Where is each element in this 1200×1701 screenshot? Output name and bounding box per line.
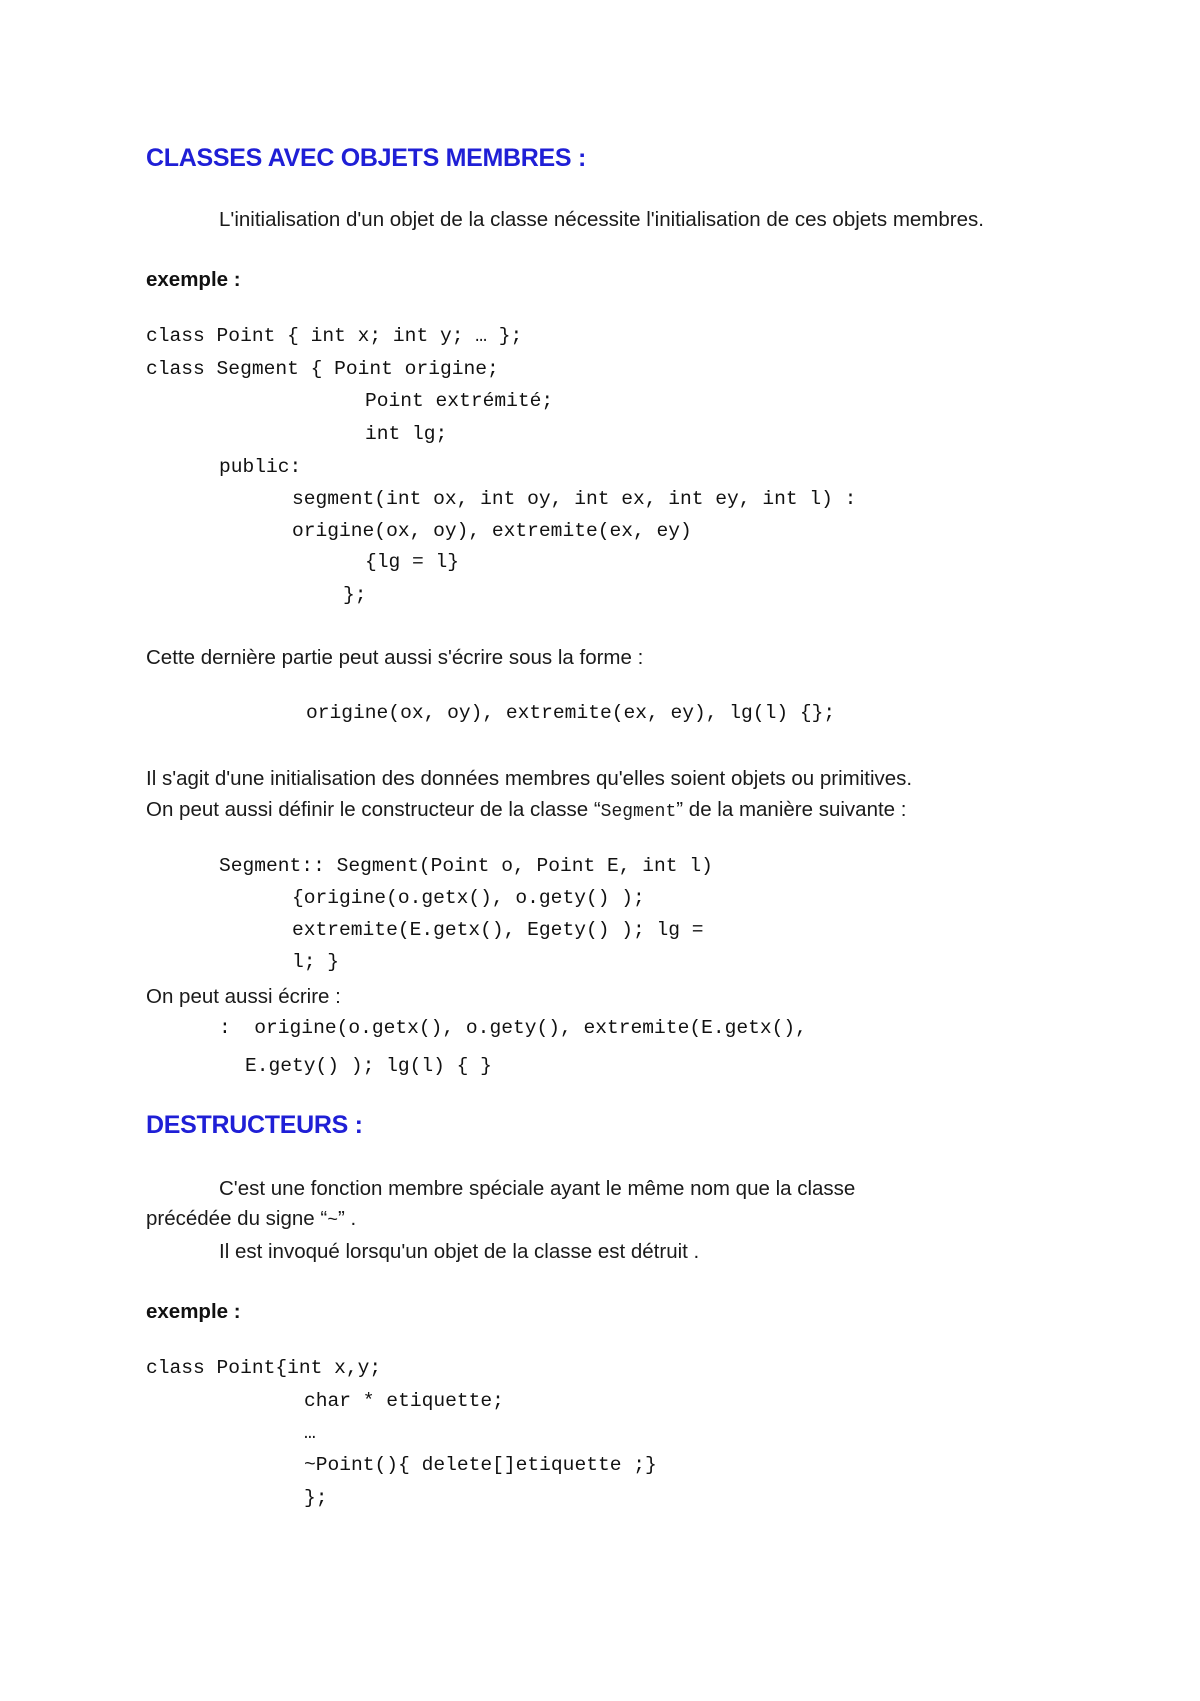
code-line: public: bbox=[219, 456, 302, 478]
code-line: }; bbox=[343, 584, 367, 606]
code-line: extremite(E.getx(), Egety() ); lg = bbox=[292, 919, 704, 941]
destructor-desc-line3: Il est invoqué lorsqu'un objet de la classe est détruit . bbox=[219, 1240, 700, 1263]
code-line-initializer-list: origine(ox, oy), extremite(ex, ey), lg(l) {}; bbox=[306, 702, 836, 724]
ctor-text-a: On peut aussi définir le constructeur de la classe “ bbox=[146, 798, 601, 821]
desc-line2-a: précédée du signe “ bbox=[146, 1207, 328, 1230]
code-line: {origine(o.getx(), o.gety() ); bbox=[292, 887, 645, 909]
tilde-symbol: ~ bbox=[327, 1211, 339, 1231]
code-line: Segment:: Segment(Point o, Point E, int l) bbox=[219, 855, 713, 877]
code-line: E.gety() ); lg(l) { } bbox=[245, 1055, 492, 1077]
code-line: char * etiquette; bbox=[304, 1390, 504, 1412]
code-line: ~Point(){ delete[]etiquette ;} bbox=[304, 1454, 657, 1476]
ctor-text-b: ” de la manière suivante : bbox=[676, 798, 907, 821]
code-line: class Segment { Point origine; bbox=[146, 358, 499, 380]
code-line: class Point{int x,y; bbox=[146, 1357, 382, 1379]
example-label: exemple : bbox=[146, 268, 241, 291]
code-line: origine(ox, oy), extremite(ex, ey) bbox=[292, 520, 692, 542]
ctor-class-name: Segment bbox=[600, 802, 677, 822]
init-paragraph: Il s'agit d'une initialisation des données membres qu'elles soient objets ou primitives. bbox=[146, 767, 913, 790]
section-title-destructeurs: DESTRUCTEURS : bbox=[146, 1111, 363, 1139]
ctor-paragraph bbox=[146, 800, 906, 821]
code-line: l; } bbox=[292, 951, 340, 973]
desc-line2-b: ” . bbox=[338, 1207, 357, 1230]
destructor-desc-line2 bbox=[146, 1209, 356, 1230]
destructor-desc-line1: C'est une fonction membre spéciale ayant le même nom que la classe bbox=[219, 1177, 856, 1200]
code-line: : origine(o.getx(), o.gety(), extremite(E.getx(), bbox=[219, 1017, 807, 1039]
intro-paragraph: L'initialisation d'un objet de la classe nécessite l'initialisation de ces objets membres. bbox=[219, 208, 984, 231]
code-line: Point extrémité; bbox=[365, 390, 554, 412]
code-line: class Point { int x; int y; … }; bbox=[146, 325, 523, 347]
code-line: }; bbox=[304, 1487, 328, 1509]
code-line: segment(int ox, int oy, int ex, int ey, int l) : bbox=[292, 488, 857, 510]
section-title-classes-objets-membres: CLASSES AVEC OBJETS MEMBRES : bbox=[146, 144, 586, 172]
example-label-2: exemple : bbox=[146, 1300, 241, 1323]
also-write-paragraph: On peut aussi écrire : bbox=[146, 985, 341, 1008]
code-line: {lg = l} bbox=[365, 551, 460, 573]
code-line: int lg; bbox=[365, 423, 448, 445]
form-paragraph: Cette dernière partie peut aussi s'écrire sous la forme : bbox=[146, 646, 644, 669]
code-line: … bbox=[304, 1422, 316, 1444]
